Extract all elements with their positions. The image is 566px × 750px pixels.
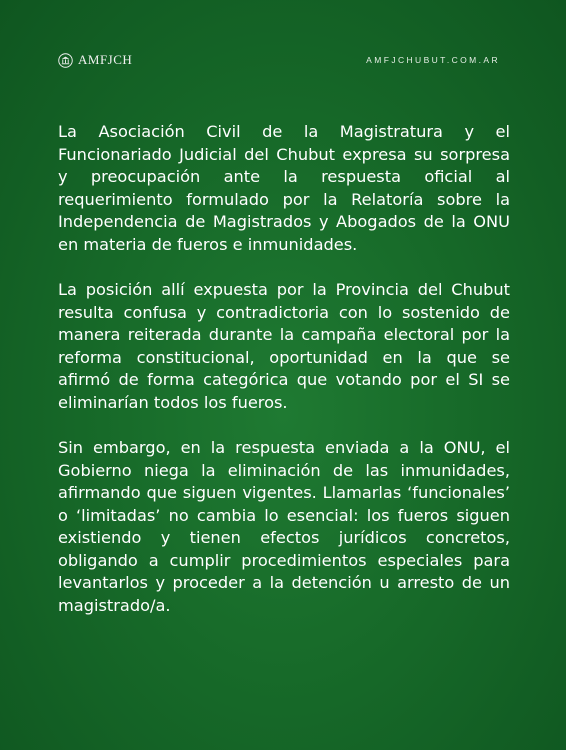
- paragraph-3: Sin embargo, en la respuesta enviada a la ONU, el Gobierno niega la eliminación de las inmunidades, afirmando que siguen vigentes. Llamarlas ‘funcionales’ o ‘limitadas’ no cambia lo esencial: los fueros siguen existiendo y tienen efectos jurídicos concretos, obligando a cumplir procedimientos especiales para levantarlos y proceder a la detención u arresto de un magistrado/a.: [58, 438, 510, 615]
- statement-body: [58, 121, 510, 640]
- paragraph-2: La posición allí expuesta por la Provincia del Chubut resulta confusa y contradictoria con lo sostenido de manera reiterada durante la campaña electoral por la reforma constitucional, oportunidad en la que se afirmó de forma categórica que votando por el SI se eliminarían todos los fueros.: [58, 280, 510, 412]
- courthouse-icon: [58, 53, 73, 68]
- header: [58, 50, 500, 70]
- brand-name: AMFJCH: [78, 52, 133, 67]
- brand[interactable]: [58, 52, 132, 68]
- paragraph-1: La Asociación Civil de la Magistratura y el Funcionariado Judicial del Chubut expresa su sorpresa y preocupación ante la respuesta oficial al requerimiento formulado por la Relatoría sobre la Independencia de Magistrados y Abogados de la ONU en materia de fueros e inmunidades.: [58, 122, 510, 254]
- website-link[interactable]: AMFJCHUBUT.COM.AR: [366, 55, 500, 65]
